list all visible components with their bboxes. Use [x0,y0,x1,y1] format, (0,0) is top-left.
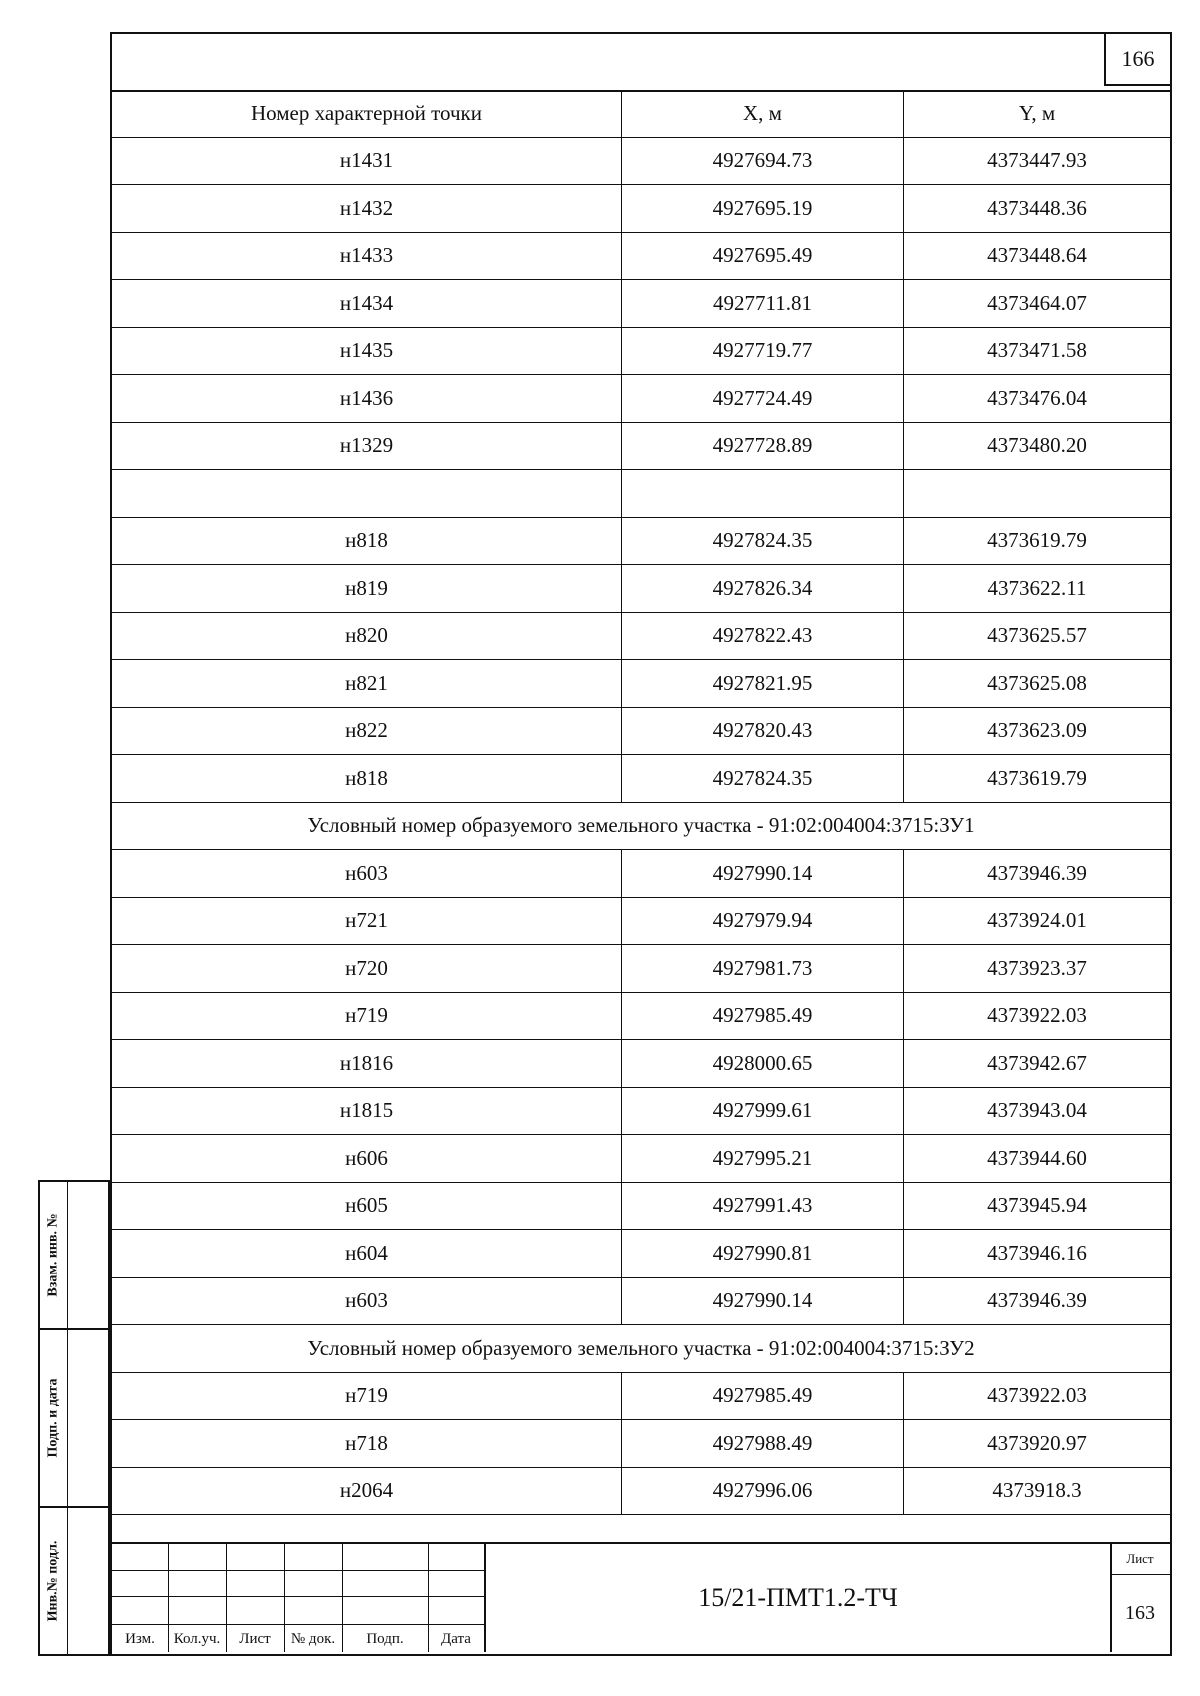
table-row [112,1182,1170,1230]
title-block [112,1542,1170,1654]
y-coordinate: 4373922.03 [904,1372,1171,1420]
table-row [112,1087,1170,1135]
coordinates-table [112,90,1170,1515]
x-coordinate: 4927728.89 [622,422,904,470]
y-coordinate: 4373625.08 [904,660,1171,708]
y-coordinate: 4373619.79 [904,517,1171,565]
y-coordinate: 4373447.93 [904,137,1171,185]
y-coordinate: 4373923.37 [904,945,1171,993]
header-point: Номер характерной точки [112,90,622,137]
y-coordinate: 4373942.67 [904,1040,1171,1088]
plot-number: Условный номер образуемого земельного участка - 91:02:004004:3715:ЗУ1 [112,802,1170,850]
point-number: н720 [112,945,622,993]
point-number: н818 [112,755,622,803]
sheet-label: Лист [1110,1544,1170,1575]
x-coordinate: 4927985.49 [622,1372,904,1420]
point-number: н605 [112,1182,622,1230]
y-coordinate: 4373920.97 [904,1420,1171,1468]
point-number: н718 [112,1420,622,1468]
plot-number: Условный номер образуемого земельного участка - 91:02:004004:3715:ЗУ2 [112,1325,1170,1373]
point-number: н821 [112,660,622,708]
point-number: н819 [112,565,622,613]
table-row [112,327,1170,375]
point-number: н719 [112,1372,622,1420]
table-row [112,1467,1170,1515]
x-coordinate: 4927695.49 [622,232,904,280]
y-coordinate: 4373471.58 [904,327,1171,375]
point-number: н818 [112,517,622,565]
x-coordinate: 4927991.43 [622,1182,904,1230]
table-row [112,375,1170,423]
x-coordinate: 4928000.65 [622,1040,904,1088]
margin-cell-podp [38,1328,110,1508]
page-frame [110,32,1172,1656]
point-number [112,470,622,518]
table-header-row [112,90,1170,137]
x-coordinate: 4927985.49 [622,992,904,1040]
y-coordinate: 4373922.03 [904,992,1171,1040]
x-coordinate: 4927988.49 [622,1420,904,1468]
table-row [112,1135,1170,1183]
x-coordinate: 4927820.43 [622,707,904,755]
y-coordinate: 4373924.01 [904,897,1171,945]
table-row [112,1040,1170,1088]
x-coordinate: 4927824.35 [622,755,904,803]
table-row [112,232,1170,280]
stamp-label-izm: Изм. [125,1631,155,1647]
table-row [112,137,1170,185]
y-coordinate: 4373448.36 [904,185,1171,233]
margin-label-inv: Инв.№ подл. [45,1540,61,1622]
y-coordinate: 4373464.07 [904,280,1171,328]
table-row [112,1420,1170,1468]
y-coordinate: 4373480.20 [904,422,1171,470]
x-coordinate: 4927694.73 [622,137,904,185]
table-row [112,422,1170,470]
y-coordinate: 4373622.11 [904,565,1171,613]
point-number: н721 [112,897,622,945]
x-coordinate: 4927990.81 [622,1230,904,1278]
document-code: 15/21-ПМТ1.2-ТЧ [484,1544,1112,1652]
margin-stamp [38,1180,110,1656]
x-coordinate: 4927996.06 [622,1467,904,1515]
plot-header-row [112,802,1170,850]
x-coordinate: 4927822.43 [622,612,904,660]
table-row [112,850,1170,898]
plot-header-row [112,1325,1170,1373]
table-row [112,470,1170,518]
point-number: н1431 [112,137,622,185]
point-number: н604 [112,1230,622,1278]
point-number: н1816 [112,1040,622,1088]
point-number: н1329 [112,422,622,470]
y-coordinate: 4373448.64 [904,232,1171,280]
y-coordinate: 4373944.60 [904,1135,1171,1183]
x-coordinate: 4927999.61 [622,1087,904,1135]
y-coordinate: 4373623.09 [904,707,1171,755]
table-row [112,992,1170,1040]
y-coordinate [904,470,1171,518]
sheet-number: 163 [1125,1601,1155,1624]
y-coordinate: 4373476.04 [904,375,1171,423]
x-coordinate: 4927979.94 [622,897,904,945]
margin-cell-vzam [38,1180,110,1330]
y-coordinate: 4373625.57 [904,612,1171,660]
x-coordinate: 4927990.14 [622,850,904,898]
x-coordinate: 4927695.19 [622,185,904,233]
table-row [112,707,1170,755]
table-row [112,1230,1170,1278]
x-coordinate: 4927719.77 [622,327,904,375]
table-row [112,897,1170,945]
point-number: н1815 [112,1087,622,1135]
x-coordinate: 4927995.21 [622,1135,904,1183]
table-row [112,660,1170,708]
y-coordinate: 4373918.3 [904,1467,1171,1515]
stamp-label-data: Дата [441,1631,471,1647]
point-number: н719 [112,992,622,1040]
table-row [112,945,1170,993]
point-number: н1433 [112,232,622,280]
point-number: н1436 [112,375,622,423]
point-number: н1432 [112,185,622,233]
y-coordinate: 4373943.04 [904,1087,1171,1135]
table-row [112,280,1170,328]
x-coordinate: 4927824.35 [622,517,904,565]
revision-grid [112,1544,484,1652]
x-coordinate [622,470,904,518]
table-row [112,1372,1170,1420]
page-number-top: 166 [1104,34,1170,86]
y-coordinate: 4373946.39 [904,1277,1171,1325]
margin-label-podp: Подп. и дата [45,1378,61,1458]
x-coordinate: 4927981.73 [622,945,904,993]
x-coordinate: 4927990.14 [622,1277,904,1325]
x-coordinate: 4927711.81 [622,280,904,328]
margin-label-vzam: Взам. инв. № [45,1213,61,1297]
stamp-label-list: Лист [239,1631,271,1647]
table-row [112,185,1170,233]
table-row [112,612,1170,660]
point-number: н2064 [112,1467,622,1515]
x-coordinate: 4927724.49 [622,375,904,423]
header-x: X, м [622,90,904,137]
stamp-label-doc: № док. [290,1631,336,1647]
point-number: н603 [112,1277,622,1325]
top-bar [112,34,1170,92]
point-number: н822 [112,707,622,755]
header-y: Y, м [904,90,1171,137]
stamp-label-kol: Кол.уч. [173,1631,221,1647]
table-row [112,1277,1170,1325]
point-number: н606 [112,1135,622,1183]
table-row [112,565,1170,613]
table-row [112,755,1170,803]
y-coordinate: 4373945.94 [904,1182,1171,1230]
y-coordinate: 4373946.16 [904,1230,1171,1278]
point-number: н1435 [112,327,622,375]
x-coordinate: 4927826.34 [622,565,904,613]
y-coordinate: 4373946.39 [904,850,1171,898]
point-number: н603 [112,850,622,898]
point-number: н1434 [112,280,622,328]
table-row [112,517,1170,565]
x-coordinate: 4927821.95 [622,660,904,708]
point-number: н820 [112,612,622,660]
margin-cell-inv [38,1506,110,1656]
y-coordinate: 4373619.79 [904,755,1171,803]
stamp-label-podp: Подп. [366,1631,404,1647]
